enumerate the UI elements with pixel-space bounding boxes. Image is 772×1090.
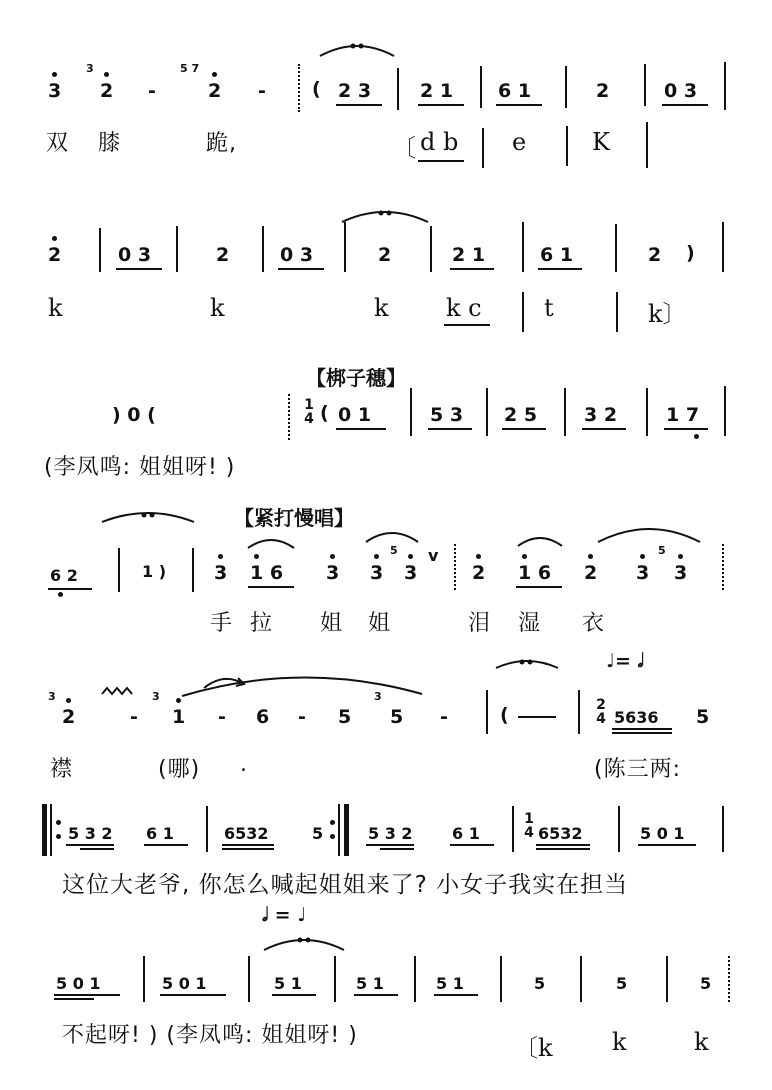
note-group: 6 1 (540, 244, 574, 266)
lyric-char: 拉 (250, 611, 274, 636)
barline (414, 956, 416, 1002)
note-group: 5 1 (436, 974, 464, 993)
note-group: 5 3 2 (368, 824, 413, 843)
underline (502, 428, 546, 430)
underline (434, 994, 478, 996)
note: 1 (172, 706, 186, 728)
grace-note: 3 (48, 690, 56, 703)
note: 2 (48, 244, 62, 266)
underline (66, 844, 114, 846)
dotted-barline (288, 394, 292, 440)
note: 3 (636, 562, 650, 584)
note-group: 5636 (614, 708, 659, 727)
note: 2 (378, 244, 392, 266)
spoken-line: 这位大老爷, 你怎么喊起姐姐来了? 小女子我实在担当 (62, 872, 629, 898)
high-dot (254, 554, 259, 559)
note-group: 6 2 (50, 566, 78, 585)
barline (646, 388, 648, 436)
note-group: 6 1 (498, 80, 532, 102)
note-group: 6 1 (146, 824, 174, 843)
high-dot (218, 554, 223, 559)
note: 2 (472, 562, 486, 584)
barline (724, 62, 726, 110)
underline (336, 104, 382, 106)
dash: - (148, 80, 156, 102)
perc-syllable: k (694, 1028, 709, 1056)
note-group: 6 1 (452, 824, 480, 843)
ts-numerator: 1 (524, 811, 534, 827)
note-group: 0 3 (118, 244, 152, 266)
underline-double (80, 848, 114, 850)
underline (418, 160, 464, 162)
high-dot (52, 236, 57, 241)
lyric-char: 姐 (368, 611, 392, 636)
repeat-dot (330, 820, 335, 825)
underline (536, 844, 590, 846)
high-dot (176, 698, 181, 703)
slur (516, 532, 564, 548)
underline (418, 104, 464, 106)
note: 2 (208, 80, 222, 102)
dash: - (130, 706, 138, 728)
paren: ( (320, 402, 329, 424)
note-group: 6532 (538, 824, 583, 843)
grace-note: 3 (86, 62, 94, 75)
underline (278, 268, 324, 270)
note: 5 (534, 974, 546, 993)
high-dot (408, 554, 413, 559)
barline (564, 388, 566, 436)
note-group: 1 6 (250, 562, 284, 584)
trill-mark (102, 686, 136, 696)
dash: - (258, 80, 266, 102)
lyric-char: 衣 (582, 611, 606, 636)
barline (410, 388, 412, 436)
note: 3 (370, 562, 384, 584)
grace-note: 3 (374, 690, 382, 703)
underline (450, 268, 494, 270)
dotted-barline (298, 64, 302, 112)
lyric-char: . (240, 752, 248, 777)
perc-syllable: k〕 (648, 300, 687, 328)
lyric-char: 泪 (468, 611, 492, 636)
note-group: 5 0 1 (162, 974, 207, 993)
barline (486, 690, 488, 734)
repeat-barline (50, 804, 52, 856)
dotted-barline (728, 956, 732, 1002)
paren: ( (312, 78, 321, 100)
underline (160, 994, 226, 996)
underline (538, 268, 582, 270)
underline (450, 844, 494, 846)
barline (618, 806, 620, 852)
note-group: ) 0 ( (112, 404, 156, 426)
dotted-barline (722, 544, 726, 590)
note-group: 5 0 1 (640, 824, 685, 843)
barline (248, 956, 250, 1002)
note-group: 1 ) (142, 562, 167, 581)
high-dot (678, 554, 683, 559)
perc-syllable: 〔k (514, 1034, 553, 1062)
perc-syllable: k (374, 294, 389, 322)
barline (176, 226, 178, 272)
note: 6 (256, 706, 270, 728)
time-signature (594, 698, 608, 726)
note-group: 2 5 (504, 404, 538, 426)
underline (354, 994, 398, 996)
barline (334, 956, 336, 1002)
spoken-line: (陈三两: (594, 757, 681, 782)
repeat-barline (42, 804, 47, 856)
underline (336, 428, 386, 430)
barline (722, 806, 724, 852)
note-group: 5 1 (356, 974, 384, 993)
high-dot (104, 72, 109, 77)
ts-numerator: 1 (304, 397, 314, 413)
barline (615, 224, 617, 272)
repeat-barline (344, 804, 349, 856)
note: 3 (48, 80, 62, 102)
note-group: 5 3 2 (68, 824, 113, 843)
barline (192, 548, 194, 592)
underline-double (536, 848, 590, 850)
barline (430, 226, 432, 272)
section-label: 【紧打慢唱】 (234, 506, 354, 530)
underline (272, 994, 316, 996)
time-signature (302, 398, 316, 426)
note: 3 (326, 562, 340, 584)
lyric-char: 姐 (320, 611, 344, 636)
high-dot (66, 698, 71, 703)
barline (578, 690, 580, 734)
time-signature (522, 812, 536, 840)
note: 5 (616, 974, 628, 993)
underline (612, 728, 672, 730)
note: 2 (596, 80, 610, 102)
note-group: 5 0 1 (56, 974, 101, 993)
underline (48, 588, 92, 590)
note: 2 (62, 706, 76, 728)
perc-bracket: 〔 (392, 134, 416, 162)
perc-syllable: t (544, 294, 554, 322)
barline (522, 222, 524, 272)
repeat-dot (56, 820, 61, 825)
note-group: 0 3 (280, 244, 314, 266)
tempo-marking: 𝅗𝅥 = ♩ (262, 904, 307, 926)
slur (596, 520, 702, 544)
repeat-dot (330, 834, 335, 839)
spoken-line: (李凤鸣: 姐姐呀! ) (44, 455, 236, 480)
barline (724, 386, 726, 436)
slur (246, 534, 296, 550)
underline (222, 844, 274, 846)
high-dot (330, 554, 335, 559)
underline-double (222, 848, 274, 850)
underline (144, 844, 188, 846)
slur (318, 40, 396, 60)
note: 3 (674, 562, 688, 584)
barline (722, 222, 724, 272)
repeat-dot (56, 834, 61, 839)
note: 5 (390, 706, 404, 728)
perc-syllables: k c (446, 294, 482, 322)
high-dot (52, 72, 57, 77)
underline (444, 324, 490, 326)
low-dot (694, 434, 699, 439)
perc-syllable: k (210, 294, 225, 322)
lyric-char: 手 (210, 611, 234, 636)
note-group: 1 6 (518, 562, 552, 584)
perc-syllables: d b (420, 128, 459, 156)
slur (180, 668, 424, 698)
lyric-char: 湿 (518, 611, 542, 636)
high-dot (588, 554, 593, 559)
high-dot (212, 72, 217, 77)
spoken-line: 不起呀! ) (李凤鸣: 姐姐呀! ) (62, 1023, 358, 1048)
underline (664, 428, 708, 430)
note: 2 (216, 244, 230, 266)
note-group: 2 3 (338, 80, 372, 102)
lyric-char: 襟 (50, 757, 74, 782)
low-dot (58, 592, 63, 597)
barline (580, 956, 582, 1002)
underline (248, 586, 294, 588)
dash: - (218, 706, 226, 728)
grace-note: 3 (152, 690, 160, 703)
underline (54, 994, 120, 996)
note-group: 2 1 (452, 244, 486, 266)
section-label: 【梆子穗】 (306, 366, 406, 390)
note: 2 (100, 80, 114, 102)
breath-mark: v (428, 546, 439, 565)
tempo-marking: ♩= 𝅗𝅥 (606, 650, 644, 672)
dotted-barline (454, 544, 458, 590)
barline (486, 388, 488, 436)
note-group: 0 1 (338, 404, 372, 426)
grace-note: 5 (390, 544, 398, 557)
barline (262, 226, 264, 272)
note: 3 (214, 562, 228, 584)
paren: ) (686, 242, 695, 264)
underline-double (380, 848, 414, 850)
barline (644, 64, 646, 106)
note-group: 5 3 (430, 404, 464, 426)
barline (344, 222, 346, 272)
underline-double (54, 998, 94, 1000)
ts-denominator: 4 (524, 825, 534, 841)
note-group: 1 7 (666, 404, 700, 426)
slur (494, 656, 560, 672)
barline (206, 806, 208, 852)
dash: - (440, 706, 448, 728)
perc-syllable: k (48, 294, 63, 322)
barline (143, 956, 145, 1002)
underline (516, 586, 562, 588)
repeat-barline (338, 804, 340, 856)
barline (616, 292, 618, 332)
lyric-char: 跪, (206, 131, 237, 156)
underline (496, 104, 542, 106)
perc-syllable: e (512, 128, 527, 156)
underline (662, 104, 708, 106)
high-dot (476, 554, 481, 559)
grace-note: 5 7 (180, 62, 200, 75)
barline (522, 292, 524, 332)
underline (518, 716, 556, 718)
slur (340, 206, 430, 226)
ts-numerator: 2 (596, 697, 606, 713)
paren: ( (500, 704, 509, 726)
barline (500, 956, 502, 1002)
underline (638, 844, 696, 846)
note-group: 6532 (224, 824, 269, 843)
note: 5 (700, 974, 712, 993)
barline (99, 228, 101, 272)
underline-double (612, 732, 672, 734)
note: 3 (404, 562, 418, 584)
high-dot (522, 554, 527, 559)
barline (646, 122, 648, 168)
note-group: 3 2 (584, 404, 618, 426)
note: 5 (696, 706, 710, 728)
barline (565, 66, 567, 108)
slur (100, 508, 196, 528)
high-dot (374, 554, 379, 559)
lyric-char: (哪) (158, 757, 201, 782)
high-dot (640, 554, 645, 559)
ts-denominator: 4 (304, 411, 314, 427)
barline (666, 956, 668, 1002)
barline (566, 126, 568, 166)
barline (512, 806, 514, 852)
barline (397, 68, 399, 110)
perc-syllable: k (612, 1028, 627, 1056)
underline (582, 428, 626, 430)
underline (428, 428, 472, 430)
perc-syllable: K (592, 128, 610, 156)
lyric-char: 双 (46, 131, 70, 156)
ts-denominator: 4 (596, 711, 606, 727)
note: 5 (338, 706, 352, 728)
barline (118, 548, 120, 592)
dash: - (298, 706, 306, 728)
note-group: 5 1 (274, 974, 302, 993)
lyric-char: 膝 (98, 131, 122, 156)
note-group: 0 3 (664, 80, 698, 102)
barline (480, 66, 482, 108)
underline (366, 844, 414, 846)
note-group: 2 1 (420, 80, 454, 102)
underline (116, 268, 162, 270)
note: 2 (648, 244, 662, 266)
barline (482, 128, 484, 168)
note: 2 (584, 562, 598, 584)
slur (364, 526, 420, 544)
grace-note: 5 (658, 544, 666, 557)
slur (262, 934, 346, 954)
note: 5 (312, 824, 324, 843)
